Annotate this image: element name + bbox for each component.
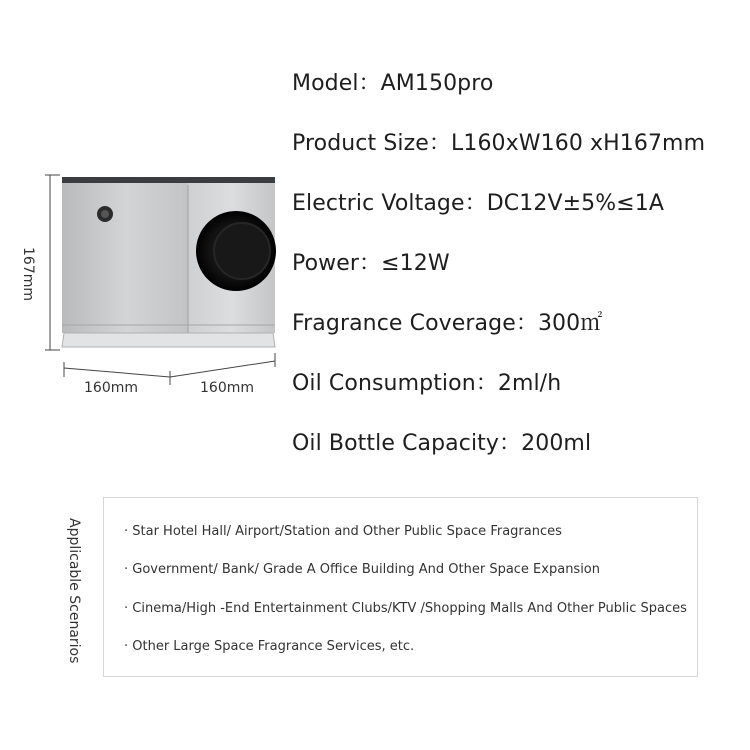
spec-label: Model：	[292, 71, 381, 96]
scenario-item: · Government/ Bank/ Grade A Office Building And Other Space Expansion	[124, 562, 601, 577]
spec-value: 2ml/h	[497, 371, 562, 396]
spec-label: Fragrance Coverage：	[292, 311, 538, 336]
spec-row-model	[292, 66, 742, 126]
depth-label: 160mm	[200, 380, 254, 396]
base	[62, 333, 275, 347]
spec-label: Power：	[292, 251, 382, 276]
spec-value: 300㎡	[537, 311, 603, 336]
spec-row-bottle-capacity	[292, 426, 742, 486]
spec-label: Electric Voltage：	[292, 191, 487, 216]
spec-row-size	[292, 126, 742, 186]
spec-value: L160xW160 xH167mm	[451, 131, 706, 156]
spec-row-coverage	[292, 306, 742, 366]
product-diagram	[20, 165, 290, 405]
scenario-item: · Other Large Space Fragrance Services, etc.	[124, 639, 415, 654]
scenarios-title: Applicable Scenarios	[66, 518, 82, 664]
scenario-item: · Cinema/High -End Entertainment Clubs/KTV /Shopping Malls And Other Public Spaces	[124, 601, 687, 616]
spec-row-oil-consumption	[292, 366, 742, 426]
scenarios-box	[103, 497, 698, 677]
left-face	[62, 183, 190, 333]
spec-row-power	[292, 246, 742, 306]
product-illustration	[20, 165, 290, 405]
spec-value: ≤12W	[381, 251, 450, 276]
spec-value: 200ml	[521, 431, 592, 456]
spec-value: AM150pro	[380, 71, 494, 96]
spec-row-voltage	[292, 186, 742, 246]
spec-value: DC12V±5%≤1A	[486, 191, 665, 216]
scenario-item: · Star Hotel Hall/ Airport/Station and Other Public Space Fragrances	[124, 524, 562, 539]
spec-label: Oil Consumption：	[292, 371, 498, 396]
width-label: 160mm	[84, 380, 138, 396]
spec-label: Oil Bottle Capacity：	[292, 431, 522, 456]
spec-list	[292, 66, 742, 486]
spec-label: Product Size：	[292, 131, 451, 156]
height-label: 167mm	[20, 247, 36, 301]
